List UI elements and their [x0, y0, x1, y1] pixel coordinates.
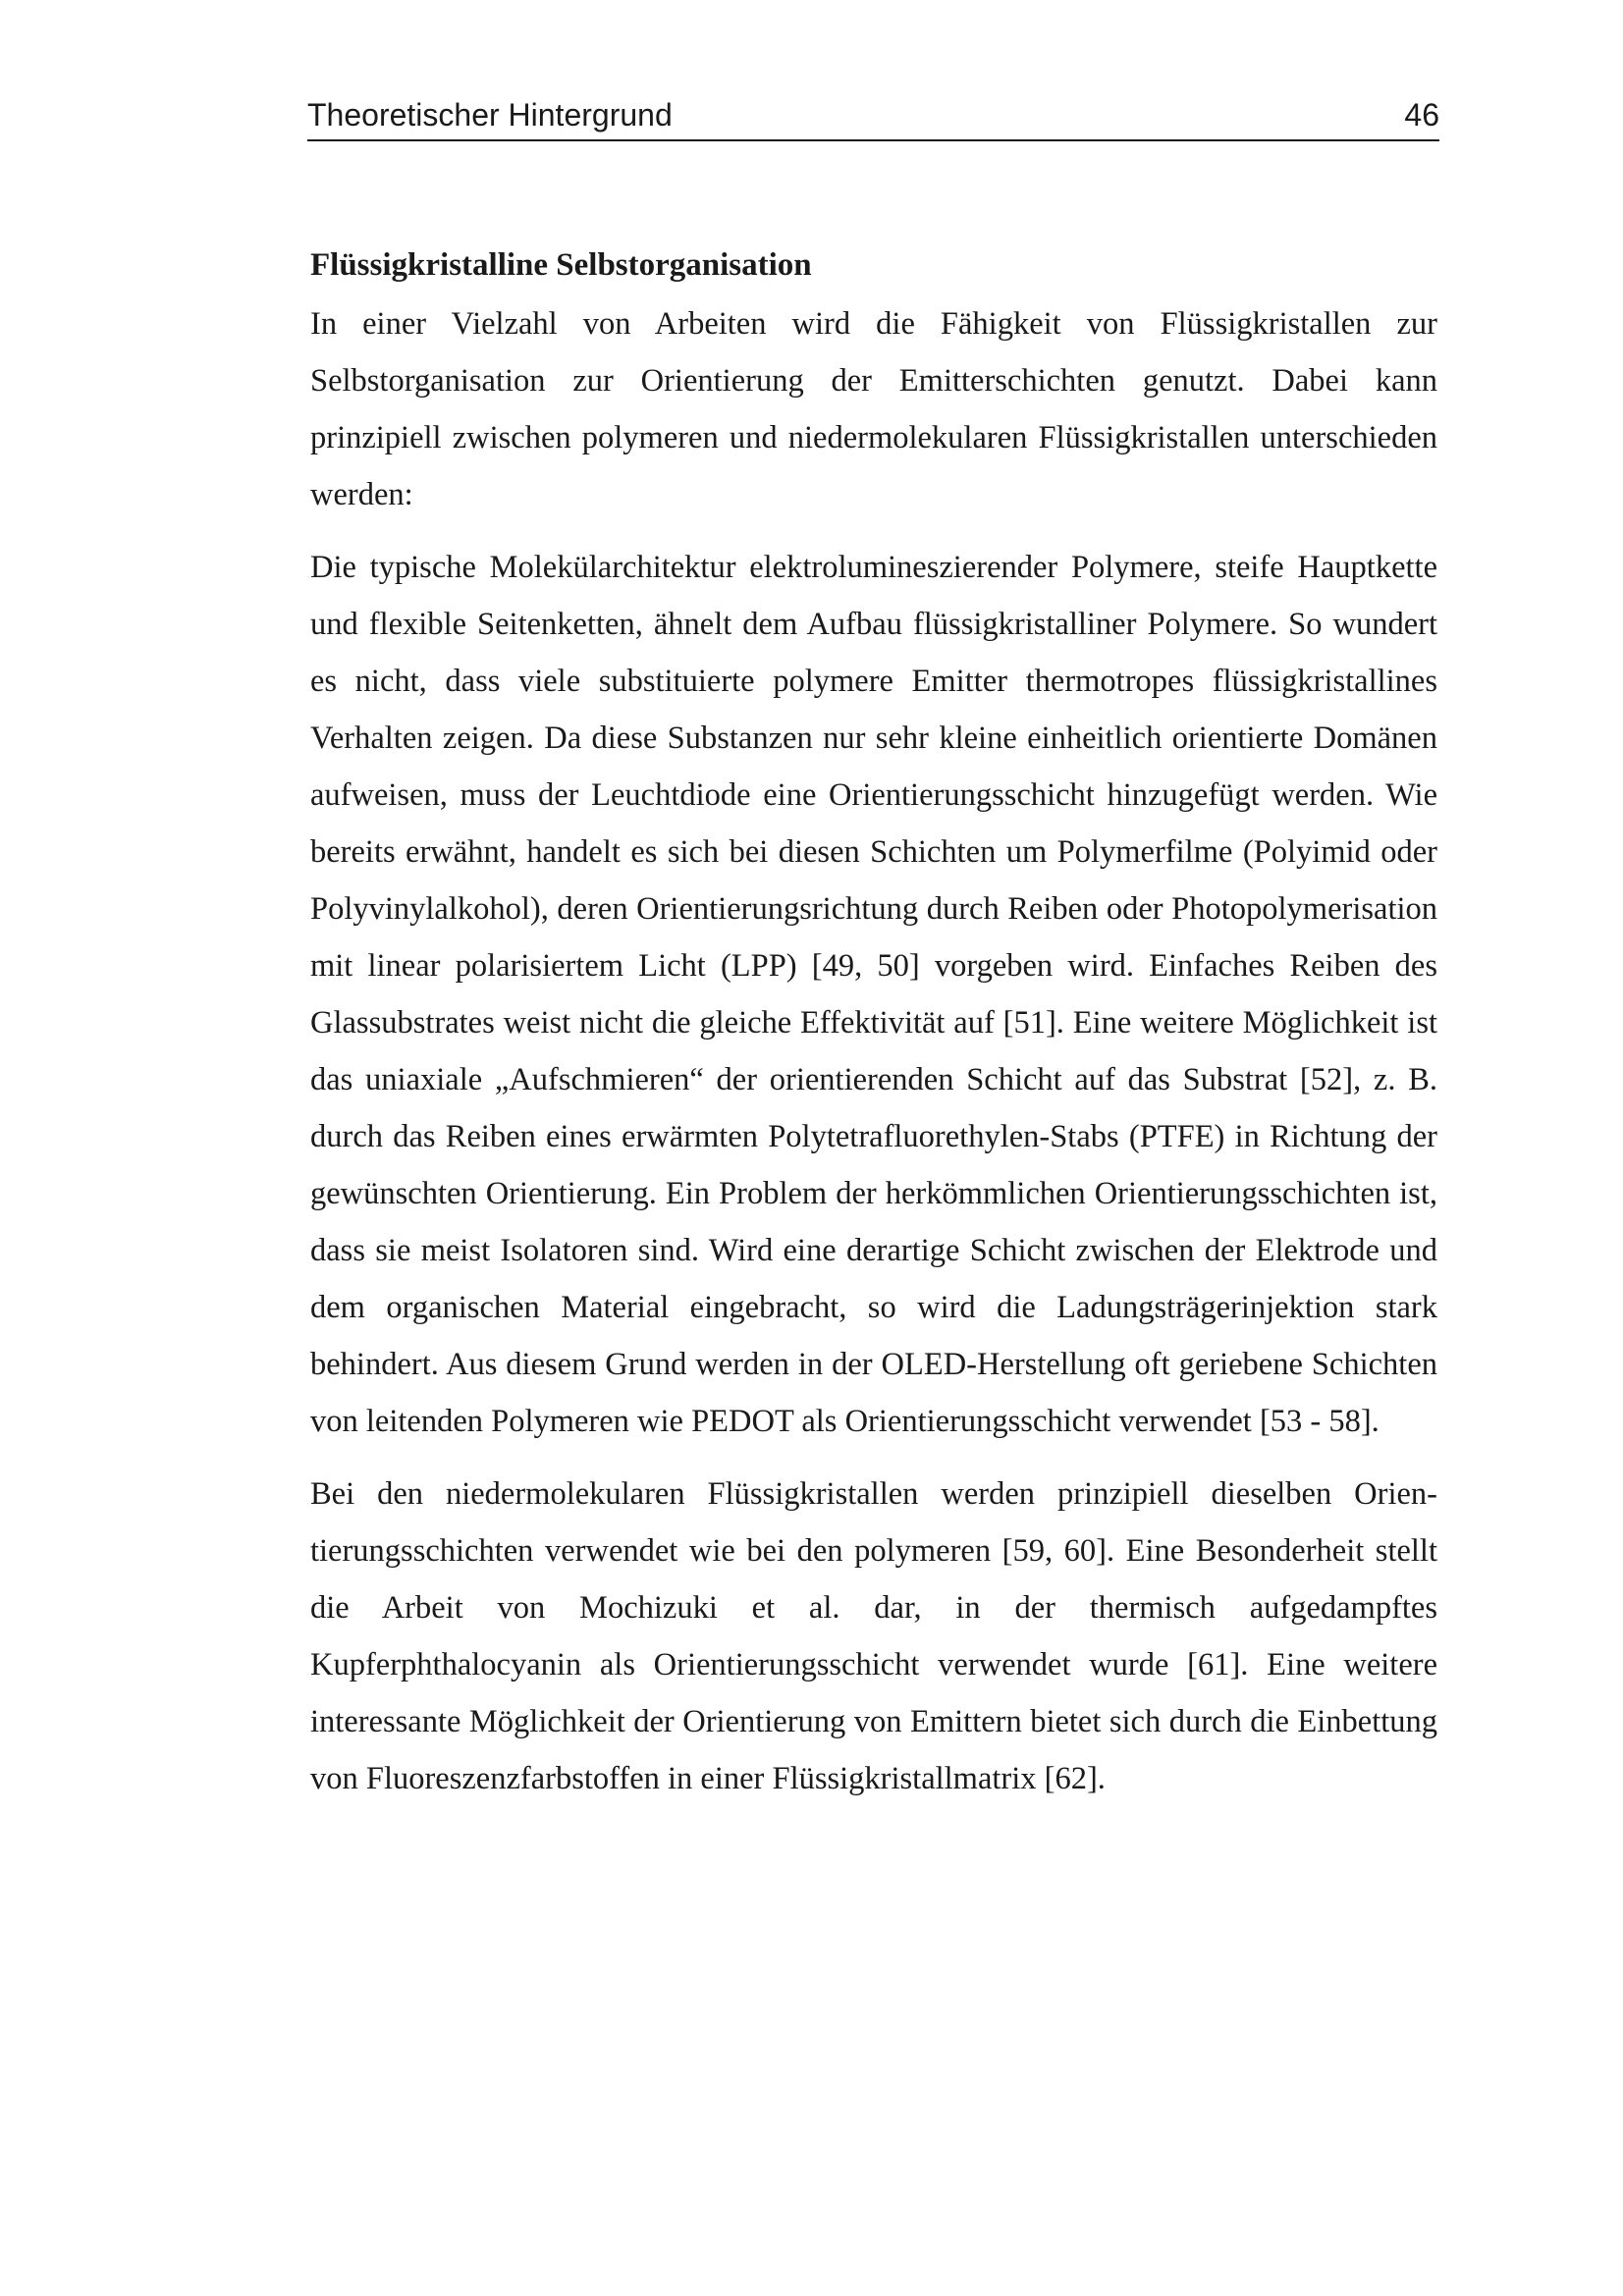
paragraph: In einer Vielzahl von Arbeiten wird die Fähigkeit von Flüssigkristallen zur Selbstorganisation zur Orientierung der Emitterschichten genutzt. Dabei kann prinzipiell zwischen polymeren und niedermolekularen Flüssigkristallen unterschieden werden:: [310, 306, 1437, 512]
running-header: [307, 95, 1439, 141]
page-number: 46: [1404, 97, 1439, 133]
section-heading: Flüssigkristalline Selbstorganisation: [310, 247, 812, 283]
paragraph: Bei den niedermolekularen Flüssigkristallen werden prinzipiell dieselben Orientierungsschichten verwendet wie bei den polymeren [59, 60]. Eine Besonderheit stellt die Arbeit von Mochizuki et al. dar, in der thermisch aufgedampftes Kupferphthalocyanin als Orientierungsschicht verwendet wurde [61]. Eine weitere interessante Möglichkeit der Orientierung von Emittern bietet sich durch die Einbettung von Fluoreszenzfarbstoffen in einer Flüssigkristallmatrix [62].: [310, 1476, 1437, 1796]
header-title: Theoretischer Hintergrund: [307, 97, 673, 133]
paragraph: Die typische Molekülarchitektur elektrolumineszierender Polymere, steife Hauptkette und flexible Seitenketten, ähnelt dem Aufbau flüssigkristalliner Polymere. So wundert es nicht, dass viele substituierte polymere Emitter thermotropes flüssigkristallines Verhalten zeigen. Da diese Substanzen nur sehr kleine einheitlich orientierte Domänen aufweisen, muss der Leuchtdiode eine Orientierungsschicht hinzugefügt werden. Wie bereits erwähnt, handelt es sich bei diesen Schichten um Polymerfilme (Polyimid oder Polyvinylalkohol), deren Orientierungsrichtung durch Reiben oder Photopolymerisation mit linear polarisiertem Licht (LPP) [49, 50] vorgeben wird. Einfaches Reiben des Glassubstrates weist nicht die gleiche Effektivität auf [51]. Eine weitere Möglichkeit ist das uniaxiale „Aufschmieren“ der orientierenden Schicht auf das Substrat [52], z. B. durch das Reiben eines erwärmten Polytetrafluorethylen-Stabs (PTFE) in Richtung der gewünschten Orientierung. Ein Problem der herkömmlichen Orientierungsschichten ist, dass sie meist Isolatoren sind. Wird eine derartige Schicht zwischen der Elektrode und dem organischen Material eingebracht, so wird die Ladungsträgerinjektion stark behindert. Aus diesem Grund werden in der OLED-Herstellung oft geriebene Schichten von leitenden Polymeren wie PEDOT als Orientierungsschicht verwendet [53 - 58].: [310, 550, 1437, 1439]
body-text: [310, 243, 1437, 1823]
